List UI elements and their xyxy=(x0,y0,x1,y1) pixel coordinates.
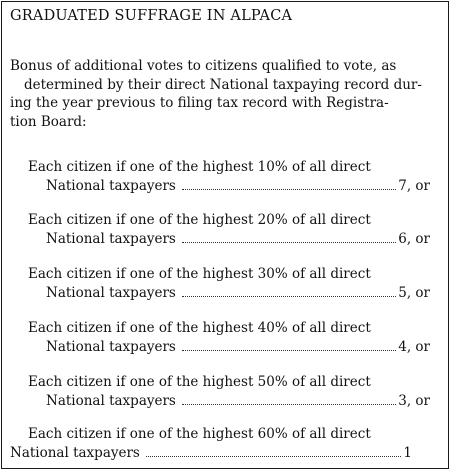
item-label: National taxpayers xyxy=(46,285,176,301)
item-votes: 4, or xyxy=(398,339,430,355)
intro-paragraph xyxy=(10,57,440,131)
item-label: National taxpayers xyxy=(46,178,176,194)
item-taxpayer-line xyxy=(10,444,412,463)
item-description: Each citizen if one of the highest 40% of all direct xyxy=(28,320,371,336)
page-title: GRADUATED SUFFRAGE IN ALPACA xyxy=(10,8,293,24)
item-taxpayer-line xyxy=(46,230,430,249)
item-description: Each citizen if one of the highest 50% of all direct xyxy=(28,374,371,390)
item-taxpayer-line xyxy=(46,392,430,411)
item-description: Each citizen if one of the highest 20% of all direct xyxy=(28,212,371,228)
item-votes: 1 xyxy=(403,445,412,461)
item-description: Each citizen if one of the highest 30% of all direct xyxy=(28,266,371,282)
item-votes: 7, or xyxy=(398,178,430,194)
item-taxpayer-line xyxy=(46,338,430,357)
dot-leader xyxy=(182,349,396,351)
intro-line: ing the year previous to filing tax record with Registra- xyxy=(10,95,389,111)
dot-leader xyxy=(146,455,402,457)
intro-line: determined by their direct National taxpaying record dur- xyxy=(24,76,422,93)
item-description: Each citizen if one of the highest 60% of all direct xyxy=(28,426,371,442)
dot-leader xyxy=(182,188,396,190)
item-label: National taxpayers xyxy=(46,339,176,355)
item-votes: 6, or xyxy=(398,231,430,247)
item-taxpayer-line xyxy=(46,284,430,303)
intro-line: Bonus of additional votes to citizens qualified to vote, as xyxy=(10,58,397,74)
item-label: National taxpayers xyxy=(10,445,140,461)
intro-line: tion Board: xyxy=(10,113,87,130)
item-label: National taxpayers xyxy=(46,231,176,247)
document-frame xyxy=(1,1,449,469)
item-taxpayer-line xyxy=(46,177,430,196)
item-votes: 5, or xyxy=(398,285,430,301)
item-label: National taxpayers xyxy=(46,393,176,409)
item-description: Each citizen if one of the highest 10% of all direct xyxy=(28,159,371,175)
dot-leader xyxy=(182,241,396,243)
item-votes: 3, or xyxy=(398,393,430,409)
dot-leader xyxy=(182,403,396,405)
dot-leader xyxy=(182,295,396,297)
